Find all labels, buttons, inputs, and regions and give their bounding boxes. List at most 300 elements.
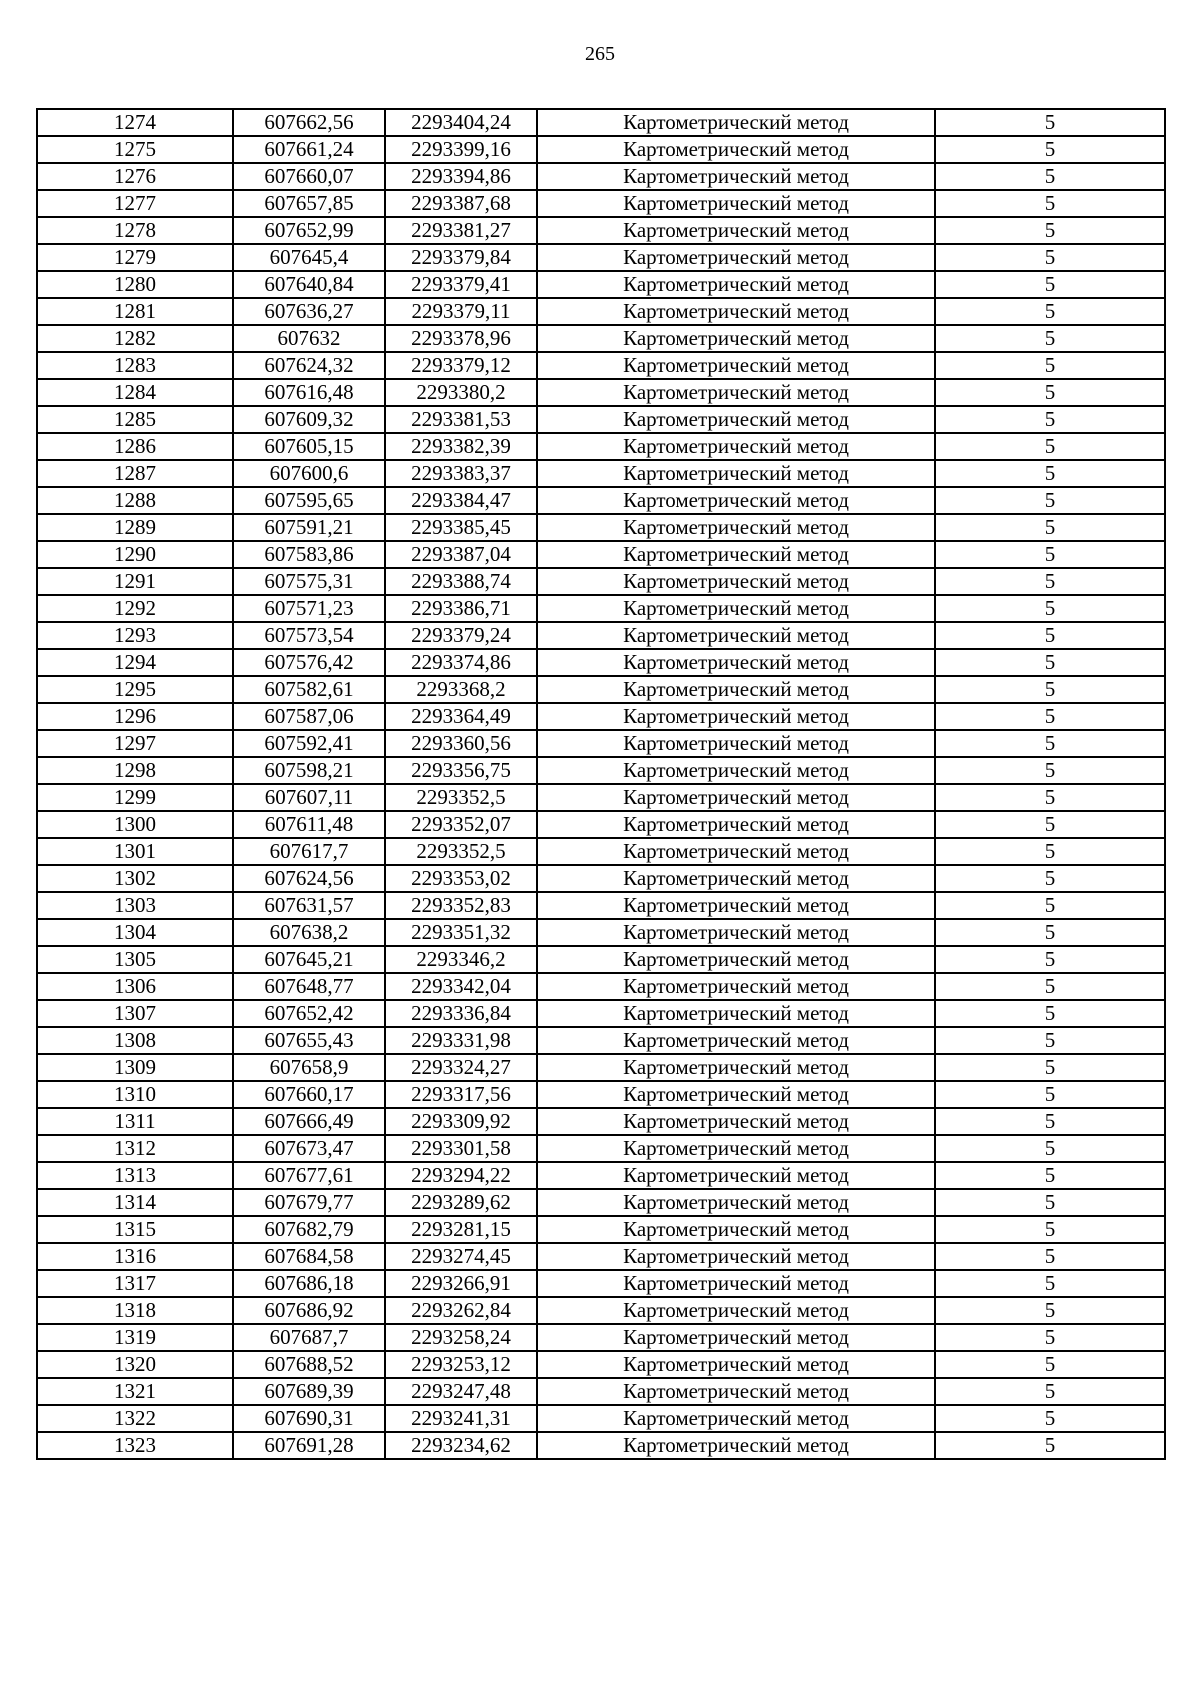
y-coordinate-cell: 2293309,92 xyxy=(385,1108,537,1135)
y-coordinate-cell: 2293379,12 xyxy=(385,352,537,379)
page-number: 265 xyxy=(585,43,615,65)
method-cell: Картометрический метод xyxy=(537,1162,935,1189)
method-cell: Картометрический метод xyxy=(537,1216,935,1243)
method-cell: Картометрический метод xyxy=(537,271,935,298)
x-coordinate-cell: 607677,61 xyxy=(233,1162,385,1189)
method-cell: Картометрический метод xyxy=(537,406,935,433)
accuracy-cell: 5 xyxy=(935,298,1165,325)
point-number-cell: 1283 xyxy=(37,352,233,379)
y-coordinate-cell: 2293266,91 xyxy=(385,1270,537,1297)
x-coordinate-cell: 607611,48 xyxy=(233,811,385,838)
point-number-cell: 1300 xyxy=(37,811,233,838)
point-number-cell: 1288 xyxy=(37,487,233,514)
method-cell: Картометрический метод xyxy=(537,298,935,325)
accuracy-cell: 5 xyxy=(935,811,1165,838)
x-coordinate-cell: 607624,32 xyxy=(233,352,385,379)
x-coordinate-cell: 607686,92 xyxy=(233,1297,385,1324)
accuracy-cell: 5 xyxy=(935,1270,1165,1297)
table-row xyxy=(37,1000,1165,1027)
y-coordinate-cell: 2293379,41 xyxy=(385,271,537,298)
table-row xyxy=(37,1189,1165,1216)
accuracy-cell: 5 xyxy=(935,568,1165,595)
point-number-cell: 1311 xyxy=(37,1108,233,1135)
y-coordinate-cell: 2293258,24 xyxy=(385,1324,537,1351)
table-row xyxy=(37,676,1165,703)
accuracy-cell: 5 xyxy=(935,1081,1165,1108)
method-cell: Картометрический метод xyxy=(537,973,935,1000)
accuracy-cell: 5 xyxy=(935,1162,1165,1189)
point-number-cell: 1313 xyxy=(37,1162,233,1189)
x-coordinate-cell: 607607,11 xyxy=(233,784,385,811)
accuracy-cell: 5 xyxy=(935,946,1165,973)
coordinates-table xyxy=(36,108,1166,1460)
table-row xyxy=(37,1405,1165,1432)
table-row xyxy=(37,757,1165,784)
point-number-cell: 1301 xyxy=(37,838,233,865)
y-coordinate-cell: 2293247,48 xyxy=(385,1378,537,1405)
y-coordinate-cell: 2293301,58 xyxy=(385,1135,537,1162)
accuracy-cell: 5 xyxy=(935,1378,1165,1405)
x-coordinate-cell: 607679,77 xyxy=(233,1189,385,1216)
table-row xyxy=(37,190,1165,217)
x-coordinate-cell: 607598,21 xyxy=(233,757,385,784)
point-number-cell: 1315 xyxy=(37,1216,233,1243)
method-cell: Картометрический метод xyxy=(537,1378,935,1405)
accuracy-cell: 5 xyxy=(935,325,1165,352)
y-coordinate-cell: 2293385,45 xyxy=(385,514,537,541)
point-number-cell: 1278 xyxy=(37,217,233,244)
y-coordinate-cell: 2293384,47 xyxy=(385,487,537,514)
table-row xyxy=(37,892,1165,919)
x-coordinate-cell: 607673,47 xyxy=(233,1135,385,1162)
point-number-cell: 1307 xyxy=(37,1000,233,1027)
accuracy-cell: 5 xyxy=(935,190,1165,217)
accuracy-cell: 5 xyxy=(935,406,1165,433)
accuracy-cell: 5 xyxy=(935,973,1165,1000)
x-coordinate-cell: 607682,79 xyxy=(233,1216,385,1243)
x-coordinate-cell: 607657,85 xyxy=(233,190,385,217)
table-row xyxy=(37,1027,1165,1054)
x-coordinate-cell: 607652,42 xyxy=(233,1000,385,1027)
table-row xyxy=(37,1297,1165,1324)
x-coordinate-cell: 607648,77 xyxy=(233,973,385,1000)
method-cell: Картометрический метод xyxy=(537,676,935,703)
method-cell: Картометрический метод xyxy=(537,865,935,892)
method-cell: Картометрический метод xyxy=(537,109,935,136)
accuracy-cell: 5 xyxy=(935,433,1165,460)
point-number-cell: 1323 xyxy=(37,1432,233,1459)
accuracy-cell: 5 xyxy=(935,757,1165,784)
point-number-cell: 1275 xyxy=(37,136,233,163)
x-coordinate-cell: 607645,4 xyxy=(233,244,385,271)
table-row xyxy=(37,541,1165,568)
y-coordinate-cell: 2293388,74 xyxy=(385,568,537,595)
y-coordinate-cell: 2293352,5 xyxy=(385,784,537,811)
x-coordinate-cell: 607605,15 xyxy=(233,433,385,460)
method-cell: Картометрический метод xyxy=(537,1297,935,1324)
point-number-cell: 1298 xyxy=(37,757,233,784)
y-coordinate-cell: 2293234,62 xyxy=(385,1432,537,1459)
y-coordinate-cell: 2293352,83 xyxy=(385,892,537,919)
y-coordinate-cell: 2293379,84 xyxy=(385,244,537,271)
x-coordinate-cell: 607686,18 xyxy=(233,1270,385,1297)
point-number-cell: 1280 xyxy=(37,271,233,298)
y-coordinate-cell: 2293381,53 xyxy=(385,406,537,433)
point-number-cell: 1294 xyxy=(37,649,233,676)
method-cell: Картометрический метод xyxy=(537,1189,935,1216)
table-row xyxy=(37,217,1165,244)
y-coordinate-cell: 2293274,45 xyxy=(385,1243,537,1270)
method-cell: Картометрический метод xyxy=(537,946,935,973)
table-row xyxy=(37,919,1165,946)
table-row xyxy=(37,865,1165,892)
method-cell: Картометрический метод xyxy=(537,811,935,838)
x-coordinate-cell: 607575,31 xyxy=(233,568,385,595)
accuracy-cell: 5 xyxy=(935,1000,1165,1027)
table-row xyxy=(37,325,1165,352)
x-coordinate-cell: 607652,99 xyxy=(233,217,385,244)
y-coordinate-cell: 2293253,12 xyxy=(385,1351,537,1378)
y-coordinate-cell: 2293368,2 xyxy=(385,676,537,703)
point-number-cell: 1322 xyxy=(37,1405,233,1432)
x-coordinate-cell: 607617,7 xyxy=(233,838,385,865)
x-coordinate-cell: 607632 xyxy=(233,325,385,352)
x-coordinate-cell: 607645,21 xyxy=(233,946,385,973)
point-number-cell: 1276 xyxy=(37,163,233,190)
y-coordinate-cell: 2293387,68 xyxy=(385,190,537,217)
method-cell: Картометрический метод xyxy=(537,244,935,271)
accuracy-cell: 5 xyxy=(935,541,1165,568)
method-cell: Картометрический метод xyxy=(537,433,935,460)
table-row xyxy=(37,703,1165,730)
table-row xyxy=(37,136,1165,163)
x-coordinate-cell: 607600,6 xyxy=(233,460,385,487)
point-number-cell: 1297 xyxy=(37,730,233,757)
y-coordinate-cell: 2293342,04 xyxy=(385,973,537,1000)
method-cell: Картометрический метод xyxy=(537,1081,935,1108)
x-coordinate-cell: 607609,32 xyxy=(233,406,385,433)
table-row xyxy=(37,811,1165,838)
table-row xyxy=(37,433,1165,460)
table-row xyxy=(37,1270,1165,1297)
point-number-cell: 1286 xyxy=(37,433,233,460)
table-row xyxy=(37,973,1165,1000)
x-coordinate-cell: 607571,23 xyxy=(233,595,385,622)
accuracy-cell: 5 xyxy=(935,1135,1165,1162)
table-row xyxy=(37,1243,1165,1270)
table-row xyxy=(37,460,1165,487)
x-coordinate-cell: 607662,56 xyxy=(233,109,385,136)
accuracy-cell: 5 xyxy=(935,595,1165,622)
y-coordinate-cell: 2293386,71 xyxy=(385,595,537,622)
table-row xyxy=(37,1054,1165,1081)
accuracy-cell: 5 xyxy=(935,1324,1165,1351)
table-row xyxy=(37,1108,1165,1135)
point-number-cell: 1281 xyxy=(37,298,233,325)
x-coordinate-cell: 607666,49 xyxy=(233,1108,385,1135)
accuracy-cell: 5 xyxy=(935,1432,1165,1459)
method-cell: Картометрический метод xyxy=(537,757,935,784)
table-row xyxy=(37,379,1165,406)
point-number-cell: 1282 xyxy=(37,325,233,352)
y-coordinate-cell: 2293379,11 xyxy=(385,298,537,325)
accuracy-cell: 5 xyxy=(935,217,1165,244)
accuracy-cell: 5 xyxy=(935,163,1165,190)
method-cell: Картометрический метод xyxy=(537,1432,935,1459)
y-coordinate-cell: 2293379,24 xyxy=(385,622,537,649)
table-row xyxy=(37,1432,1165,1459)
y-coordinate-cell: 2293399,16 xyxy=(385,136,537,163)
table-row xyxy=(37,406,1165,433)
x-coordinate-cell: 607655,43 xyxy=(233,1027,385,1054)
x-coordinate-cell: 607689,39 xyxy=(233,1378,385,1405)
accuracy-cell: 5 xyxy=(935,838,1165,865)
point-number-cell: 1314 xyxy=(37,1189,233,1216)
table-row xyxy=(37,271,1165,298)
x-coordinate-cell: 607690,31 xyxy=(233,1405,385,1432)
accuracy-cell: 5 xyxy=(935,136,1165,163)
table-row xyxy=(37,1162,1165,1189)
method-cell: Картометрический метод xyxy=(537,325,935,352)
y-coordinate-cell: 2293353,02 xyxy=(385,865,537,892)
method-cell: Картометрический метод xyxy=(537,595,935,622)
x-coordinate-cell: 607591,21 xyxy=(233,514,385,541)
point-number-cell: 1292 xyxy=(37,595,233,622)
method-cell: Картометрический метод xyxy=(537,163,935,190)
point-number-cell: 1308 xyxy=(37,1027,233,1054)
accuracy-cell: 5 xyxy=(935,1189,1165,1216)
method-cell: Картометрический метод xyxy=(537,1108,935,1135)
point-number-cell: 1321 xyxy=(37,1378,233,1405)
y-coordinate-cell: 2293356,75 xyxy=(385,757,537,784)
accuracy-cell: 5 xyxy=(935,676,1165,703)
point-number-cell: 1320 xyxy=(37,1351,233,1378)
x-coordinate-cell: 607624,56 xyxy=(233,865,385,892)
point-number-cell: 1293 xyxy=(37,622,233,649)
point-number-cell: 1291 xyxy=(37,568,233,595)
point-number-cell: 1299 xyxy=(37,784,233,811)
y-coordinate-cell: 2293374,86 xyxy=(385,649,537,676)
table-row xyxy=(37,1324,1165,1351)
method-cell: Картометрический метод xyxy=(537,1054,935,1081)
x-coordinate-cell: 607688,52 xyxy=(233,1351,385,1378)
method-cell: Картометрический метод xyxy=(537,622,935,649)
point-number-cell: 1317 xyxy=(37,1270,233,1297)
point-number-cell: 1277 xyxy=(37,190,233,217)
x-coordinate-cell: 607687,7 xyxy=(233,1324,385,1351)
y-coordinate-cell: 2293364,49 xyxy=(385,703,537,730)
accuracy-cell: 5 xyxy=(935,1216,1165,1243)
table-row xyxy=(37,163,1165,190)
y-coordinate-cell: 2293381,27 xyxy=(385,217,537,244)
x-coordinate-cell: 607573,54 xyxy=(233,622,385,649)
accuracy-cell: 5 xyxy=(935,244,1165,271)
accuracy-cell: 5 xyxy=(935,1297,1165,1324)
table-row xyxy=(37,1351,1165,1378)
y-coordinate-cell: 2293317,56 xyxy=(385,1081,537,1108)
y-coordinate-cell: 2293324,27 xyxy=(385,1054,537,1081)
x-coordinate-cell: 607592,41 xyxy=(233,730,385,757)
point-number-cell: 1296 xyxy=(37,703,233,730)
method-cell: Картометрический метод xyxy=(537,514,935,541)
accuracy-cell: 5 xyxy=(935,1243,1165,1270)
y-coordinate-cell: 2293262,84 xyxy=(385,1297,537,1324)
method-cell: Картометрический метод xyxy=(537,136,935,163)
x-coordinate-cell: 607640,84 xyxy=(233,271,385,298)
point-number-cell: 1319 xyxy=(37,1324,233,1351)
table-row xyxy=(37,649,1165,676)
accuracy-cell: 5 xyxy=(935,1108,1165,1135)
table-row xyxy=(37,838,1165,865)
method-cell: Картометрический метод xyxy=(537,1027,935,1054)
table-row xyxy=(37,1378,1165,1405)
table-row xyxy=(37,946,1165,973)
y-coordinate-cell: 2293346,2 xyxy=(385,946,537,973)
method-cell: Картометрический метод xyxy=(537,190,935,217)
method-cell: Картометрический метод xyxy=(537,892,935,919)
accuracy-cell: 5 xyxy=(935,892,1165,919)
method-cell: Картометрический метод xyxy=(537,460,935,487)
accuracy-cell: 5 xyxy=(935,622,1165,649)
method-cell: Картометрический метод xyxy=(537,784,935,811)
y-coordinate-cell: 2293383,37 xyxy=(385,460,537,487)
method-cell: Картометрический метод xyxy=(537,1270,935,1297)
accuracy-cell: 5 xyxy=(935,1405,1165,1432)
x-coordinate-cell: 607660,07 xyxy=(233,163,385,190)
point-number-cell: 1318 xyxy=(37,1297,233,1324)
table-row xyxy=(37,568,1165,595)
x-coordinate-cell: 607638,2 xyxy=(233,919,385,946)
method-cell: Картометрический метод xyxy=(537,1324,935,1351)
point-number-cell: 1274 xyxy=(37,109,233,136)
x-coordinate-cell: 607658,9 xyxy=(233,1054,385,1081)
y-coordinate-cell: 2293378,96 xyxy=(385,325,537,352)
accuracy-cell: 5 xyxy=(935,352,1165,379)
x-coordinate-cell: 607616,48 xyxy=(233,379,385,406)
accuracy-cell: 5 xyxy=(935,109,1165,136)
coordinates-table-body xyxy=(37,109,1165,1459)
table-row xyxy=(37,298,1165,325)
point-number-cell: 1310 xyxy=(37,1081,233,1108)
y-coordinate-cell: 2293241,31 xyxy=(385,1405,537,1432)
method-cell: Картометрический метод xyxy=(537,919,935,946)
point-number-cell: 1303 xyxy=(37,892,233,919)
y-coordinate-cell: 2293380,2 xyxy=(385,379,537,406)
accuracy-cell: 5 xyxy=(935,865,1165,892)
table-row xyxy=(37,1081,1165,1108)
point-number-cell: 1290 xyxy=(37,541,233,568)
y-coordinate-cell: 2293281,15 xyxy=(385,1216,537,1243)
accuracy-cell: 5 xyxy=(935,703,1165,730)
table-row xyxy=(37,352,1165,379)
point-number-cell: 1312 xyxy=(37,1135,233,1162)
table-row xyxy=(37,784,1165,811)
accuracy-cell: 5 xyxy=(935,919,1165,946)
method-cell: Картометрический метод xyxy=(537,1405,935,1432)
point-number-cell: 1284 xyxy=(37,379,233,406)
x-coordinate-cell: 607660,17 xyxy=(233,1081,385,1108)
method-cell: Картометрический метод xyxy=(537,703,935,730)
x-coordinate-cell: 607631,57 xyxy=(233,892,385,919)
table-row xyxy=(37,730,1165,757)
x-coordinate-cell: 607583,86 xyxy=(233,541,385,568)
accuracy-cell: 5 xyxy=(935,487,1165,514)
method-cell: Картометрический метод xyxy=(537,487,935,514)
accuracy-cell: 5 xyxy=(935,514,1165,541)
point-number-cell: 1295 xyxy=(37,676,233,703)
y-coordinate-cell: 2293294,22 xyxy=(385,1162,537,1189)
y-coordinate-cell: 2293404,24 xyxy=(385,109,537,136)
table-row xyxy=(37,244,1165,271)
method-cell: Картометрический метод xyxy=(537,379,935,406)
accuracy-cell: 5 xyxy=(935,271,1165,298)
x-coordinate-cell: 607661,24 xyxy=(233,136,385,163)
y-coordinate-cell: 2293352,5 xyxy=(385,838,537,865)
x-coordinate-cell: 607595,65 xyxy=(233,487,385,514)
y-coordinate-cell: 2293382,39 xyxy=(385,433,537,460)
x-coordinate-cell: 607587,06 xyxy=(233,703,385,730)
method-cell: Картометрический метод xyxy=(537,1000,935,1027)
y-coordinate-cell: 2293331,98 xyxy=(385,1027,537,1054)
accuracy-cell: 5 xyxy=(935,1351,1165,1378)
point-number-cell: 1304 xyxy=(37,919,233,946)
table-row xyxy=(37,109,1165,136)
point-number-cell: 1305 xyxy=(37,946,233,973)
accuracy-cell: 5 xyxy=(935,379,1165,406)
point-number-cell: 1316 xyxy=(37,1243,233,1270)
point-number-cell: 1309 xyxy=(37,1054,233,1081)
y-coordinate-cell: 2293336,84 xyxy=(385,1000,537,1027)
point-number-cell: 1289 xyxy=(37,514,233,541)
table-row xyxy=(37,1135,1165,1162)
y-coordinate-cell: 2293352,07 xyxy=(385,811,537,838)
table-row xyxy=(37,487,1165,514)
y-coordinate-cell: 2293289,62 xyxy=(385,1189,537,1216)
x-coordinate-cell: 607691,28 xyxy=(233,1432,385,1459)
method-cell: Картометрический метод xyxy=(537,1135,935,1162)
method-cell: Картометрический метод xyxy=(537,730,935,757)
accuracy-cell: 5 xyxy=(935,784,1165,811)
accuracy-cell: 5 xyxy=(935,1054,1165,1081)
table-row xyxy=(37,622,1165,649)
accuracy-cell: 5 xyxy=(935,730,1165,757)
y-coordinate-cell: 2293360,56 xyxy=(385,730,537,757)
table-row xyxy=(37,1216,1165,1243)
point-number-cell: 1306 xyxy=(37,973,233,1000)
point-number-cell: 1279 xyxy=(37,244,233,271)
accuracy-cell: 5 xyxy=(935,460,1165,487)
x-coordinate-cell: 607636,27 xyxy=(233,298,385,325)
x-coordinate-cell: 607576,42 xyxy=(233,649,385,676)
point-number-cell: 1287 xyxy=(37,460,233,487)
x-coordinate-cell: 607582,61 xyxy=(233,676,385,703)
y-coordinate-cell: 2293394,86 xyxy=(385,163,537,190)
method-cell: Картометрический метод xyxy=(537,541,935,568)
method-cell: Картометрический метод xyxy=(537,568,935,595)
y-coordinate-cell: 2293351,32 xyxy=(385,919,537,946)
point-number-cell: 1285 xyxy=(37,406,233,433)
method-cell: Картометрический метод xyxy=(537,1351,935,1378)
table-row xyxy=(37,514,1165,541)
x-coordinate-cell: 607684,58 xyxy=(233,1243,385,1270)
accuracy-cell: 5 xyxy=(935,649,1165,676)
method-cell: Картометрический метод xyxy=(537,838,935,865)
method-cell: Картометрический метод xyxy=(537,649,935,676)
accuracy-cell: 5 xyxy=(935,1027,1165,1054)
method-cell: Картометрический метод xyxy=(537,352,935,379)
point-number-cell: 1302 xyxy=(37,865,233,892)
y-coordinate-cell: 2293387,04 xyxy=(385,541,537,568)
